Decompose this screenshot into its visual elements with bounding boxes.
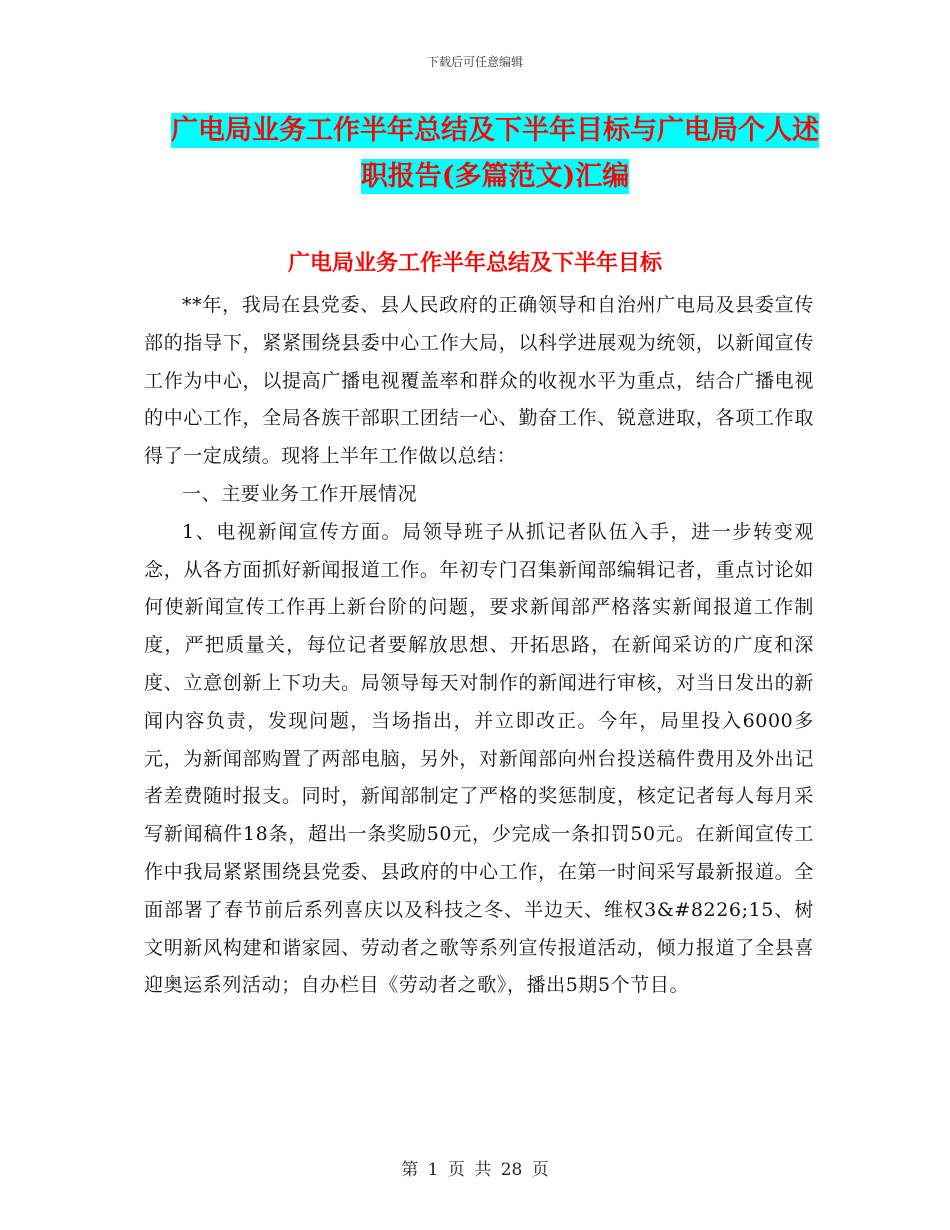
document-title-text: 广电局业务工作半年总结及下半年目标与广电局个人述职报告(多篇范文)汇编 [171,115,819,192]
document-body [144,287,814,1005]
document-title [170,108,820,200]
body-paragraph-news: 1、电视新闻宣传方面。局领导班子从抓记者队伍入手，进一步转变观念，从各方面抓好新闻报道工作。年初专门召集新闻部编辑记者，重点讨论如何使新闻宣传工作再上新台阶的问题，要求新闻部严格落实新闻报道工作制度，严把质量关，每位记者要解放思想、开拓思路，在新闻采访的广度和深度、立意创新上下功夫。局领导每天对制作的新闻进行审核，对当日发出的新闻内容负责，发现问题，当场指出，并立即改正。今年，局里投入6000多元，为新闻部购置了两部电脑，另外，对新闻部向州台投送稿件费用及外出记者差费随时报支。同时，新闻部制定了严格的奖惩制度，核定记者每人每月采写新闻稿件18条，超出一条奖励50元，少完成一条扣罚50元。在新闻宣传工作中我局紧紧围绕县党委、县政府的中心工作，在第一时间采写最新报道。全面部署了春节前后系列喜庆以及科技之冬、半边天、维权3&#8226;15、树文明新风构建和谐家园、劳动者之歌等系列宣传报道活动，倾力报道了全县喜迎奥运系列活动；自办栏目《劳动者之歌》，播出5期5个节目。 [144,520,814,997]
page-footer-number: 第 1 页 共 28 页 [401,1160,549,1180]
section-title: 广电局业务工作半年总结及下半年目标 [287,250,662,276]
body-paragraph-intro: **年，我局在县党委、县人民政府的正确领导和自治州广电局及县委宣传部的指导下，紧紧围绕县委中心工作大局，以科学进展观为统领，以新闻宣传工作为中心，以提高广播电视覆盖率和群众的收视水平为重点，结合广播电视的中心工作，全局各族干部职工团结一心、勤奋工作、锐意进取，各项工作取得了一定成绩。现将上半年工作做以总结： [144,294,814,468]
body-paragraph-heading: 一、主要业务工作开展情况 [182,482,418,505]
page-header-note: 下载后可任意编辑 [426,55,523,69]
